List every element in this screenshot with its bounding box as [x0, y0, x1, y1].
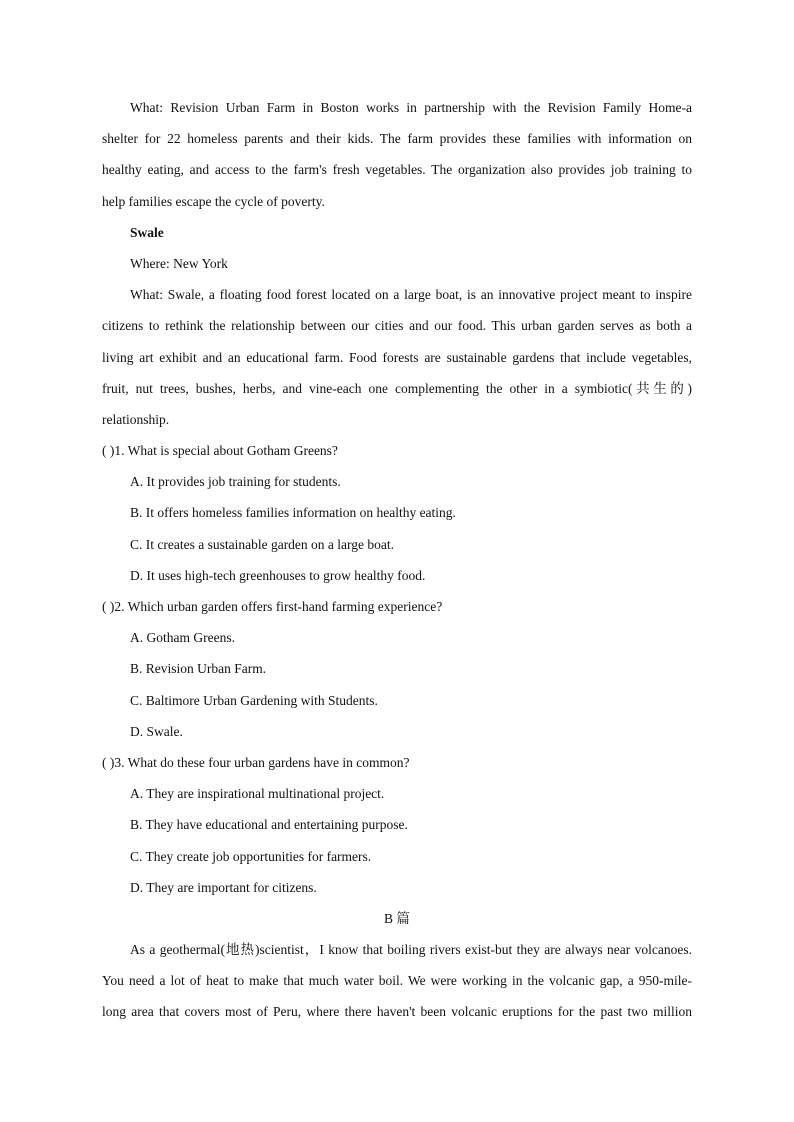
text-line: relationship. [102, 411, 170, 427]
text-line: Swale [130, 224, 164, 240]
text-line: living art exhibit and an educational farm. Food forests are sustainable gardens that include vegetables, [102, 349, 692, 365]
text-line: B. They have educational and entertaining purpose. [130, 817, 408, 833]
text-line: ( )1. What is special about Gotham Greens? [102, 443, 338, 459]
text-line: A. Gotham Greens. [130, 630, 235, 646]
text-line: What: Revision Urban Farm in Boston works in partnership with the Revision Family Home-a [130, 100, 692, 115]
text-line: C. Baltimore Urban Gardening with Students. [130, 692, 378, 708]
text-line: What: Swale, a floating food forest located on a large boat, is an innovative project meant to inspire [130, 287, 692, 303]
text-line: long area that covers most of Peru, where there haven't been volcanic eruptions for the past two million [102, 1004, 692, 1020]
text-line: C. They create job opportunities for farmers. [130, 848, 372, 864]
text-line: healthy eating, and access to the farm's fresh vegetables. The organization also provides job training to [102, 162, 692, 178]
text-line: D. It uses high-tech greenhouses to grow healthy food. [130, 567, 426, 583]
text-line: ( )2. Which urban garden offers first-hand farming experience? [102, 599, 443, 614]
text-line: A. They are inspirational multinational project. [130, 786, 385, 802]
text-line: B. Revision Urban Farm. [130, 661, 267, 677]
text-line: B 篇 [384, 910, 410, 926]
document-page [102, 92, 692, 1028]
text-line: D. Swale. [130, 723, 183, 739]
text-line: ( )3. What do these four urban gardens have in common? [102, 754, 410, 770]
text-line: As a geothermal(地热)scientist，I know that boiling rivers exist-but they are always near volcanoes. [130, 942, 692, 958]
text-line: citizens to rethink the relationship between our cities and our food. This urban garden serves as both a [102, 318, 692, 334]
text-line: C. It creates a sustainable garden on a large boat. [130, 536, 395, 552]
text-line: D. They are important for citizens. [130, 879, 317, 895]
text-line: You need a lot of heat to make that much water boil. We were working in the volcanic gap, a 950-mile- [102, 973, 692, 989]
text-line: A. It provides job training for students. [130, 474, 341, 490]
text-line: fruit, nut trees, bushes, herbs, and vine-each one complementing the other in a symbiotic(共生的) [102, 380, 692, 396]
text-line: help families escape the cycle of poverty. [102, 193, 325, 209]
text-line: shelter for 22 homeless parents and their kids. The farm provides these families with information on [102, 131, 692, 147]
text-line: B. It offers homeless families information on healthy eating. [130, 505, 456, 521]
text-line: Where: New York [130, 255, 228, 271]
